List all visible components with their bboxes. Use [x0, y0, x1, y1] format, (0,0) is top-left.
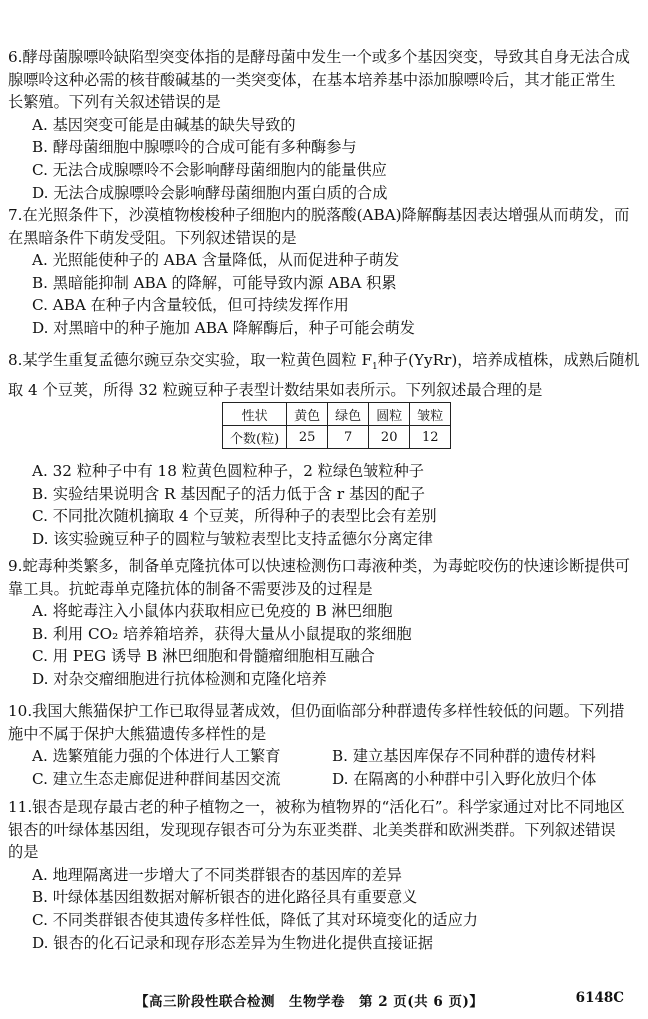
table-cell: 个数(粒): [223, 426, 287, 449]
option-b: B. 实验结果说明含 R 基因配子的活力低于含 r 基因的配子: [32, 484, 425, 503]
table-cell: 20: [369, 426, 410, 449]
stem-line: 11.银杏是现存最古老的种子植物之一，被称为植物界的“活化石”。科学家通过对比不同地区: [8, 798, 625, 816]
option-d: D. 无法合成腺嘌呤会影响酵母菌细胞内蛋白质的合成: [32, 183, 388, 202]
option-a: A. 地理隔离进一步增大了不同类群银杏的基因库的差异: [32, 865, 402, 884]
question-stem: [8, 555, 640, 600]
table-cell: 25: [287, 426, 328, 449]
question-9: [8, 555, 640, 691]
option-a: A. 光照能使种子的 ABA 含量降低，从而促进种子萌发: [32, 251, 400, 270]
option-b: B. 酵母菌细胞中腺嘌呤的合成可能有多种酶参与: [32, 138, 357, 157]
stem-line: 取 4 个豆荚，所得 32 粒豌豆种子表型计数结果如表所示。下列叙述最合理的是: [8, 380, 543, 399]
question-stem: [8, 796, 640, 864]
stem-line: 9.蛇毒种类繁多，制备单克隆抗体可以快速检测伤口毒液种类，为毒蛇咬伤的快速诊断提供可: [8, 557, 630, 575]
option-a: A. 选繁殖能力强的个体进行人工繁育: [32, 747, 281, 766]
subscript: 1: [371, 362, 378, 373]
stem-line: 长繁殖。下列有关叙述错误的是: [8, 93, 221, 112]
table-cell: 性状: [223, 403, 287, 426]
table-cell: 7: [328, 426, 369, 449]
table-row: [223, 426, 451, 449]
option-d: D. 该实验豌豆种子的圆粒与皱粒表型比支持孟德尔分离定律: [32, 529, 433, 548]
table-cell: 圆粒: [369, 403, 410, 426]
option-c: C. 无法合成腺嘌呤不会影响酵母菌细胞内的能量供应: [32, 160, 387, 179]
question-stem: [8, 204, 640, 249]
question-stem: [8, 46, 640, 114]
stem-line: 7.在光照条件下，沙漠植物梭梭种子细胞内的脱落酸(ABA)降解酶基因表达增强从而萌发，而: [8, 206, 630, 224]
footer-title: 【高三阶段性联合检测 生物学卷 第 2 页(共 6 页)】: [135, 994, 484, 1010]
option-b: B. 叶绿体基因组数据对解析银杏的进化路径具有重要意义: [32, 888, 418, 907]
stem-text: 8.某学生重复孟德尔豌豆杂交实验，取一粒黄色圆粒 F: [8, 351, 372, 369]
option-a: A. 基因突变可能是由碱基的缺失导致的: [32, 115, 296, 134]
stem-line: [8, 349, 640, 379]
question-10: [8, 700, 640, 790]
option-c: C. 用 PEG 诱导 B 淋巴细胞和骨髓瘤细胞相互融合: [32, 647, 375, 666]
exam-code: 6148C: [575, 990, 624, 1006]
stem-line: 10.我国大熊猫保护工作已取得显著成效，但仍面临部分种群遗传多样性较低的问题。下列措: [8, 702, 625, 720]
question-stem: [8, 700, 640, 745]
question-11: [8, 796, 640, 954]
question-7: [8, 204, 640, 340]
option-row: [8, 768, 640, 791]
option-c: C. ABA 在种子内含量较低，但可持续发挥作用: [32, 296, 349, 315]
question-8-options: [8, 460, 640, 550]
option-a: A. 将蛇毒注入小鼠体内获取相应已免疫的 B 淋巴细胞: [32, 602, 393, 621]
table-cell: 绿色: [328, 403, 369, 426]
stem-line: 6.酵母菌腺嘌呤缺陷型突变体指的是酵母菌中发生一个或多个基因突变，导致其自身无法合成: [8, 48, 630, 66]
stem-line: 腺嘌呤这种必需的核苷酸碱基的一类突变体，在基本培养基中添加腺嘌呤后，其才能正常生: [8, 70, 616, 89]
option-d: D. 在隔离的小种群中引入野化放归个体: [332, 769, 597, 788]
option-c: C. 建立生态走廊促进种群间基因交流: [32, 769, 281, 788]
option-c: C. 不同类群银杏使其遗传多样性低，降低了其对环境变化的适应力: [32, 910, 478, 929]
option-d: D. 银杏的化石记录和现存形态差异为生物进化提供直接证据: [32, 933, 433, 952]
stem-line: 的是: [8, 843, 39, 862]
option-b: B. 黑暗能抑制 ABA 的降解，可能导致内源 ABA 积累: [32, 273, 397, 292]
stem-line: 靠工具。抗蛇毒单克隆抗体的制备不需要涉及的过程是: [8, 579, 373, 598]
option-a: A. 32 粒种子中有 18 粒黄色圆粒种子，2 粒绿色皱粒种子: [32, 462, 424, 480]
question-stem: [8, 349, 640, 401]
option-row: [8, 745, 640, 768]
trait-count-table: [222, 402, 451, 449]
stem-text: 种子(YyRr)，培养成植株，成熟后随机: [377, 351, 640, 369]
table-cell: 12: [410, 426, 451, 449]
question-6: [8, 46, 640, 204]
option-c: C. 不同批次随机摘取 4 个豆荚，所得种子的表型比会有差别: [32, 507, 437, 526]
table-cell: 皱粒: [410, 403, 451, 426]
table-cell: 黄色: [287, 403, 328, 426]
option-b: B. 建立基因库保存不同种群的遗传材料: [332, 747, 596, 766]
option-d: D. 对杂交瘤细胞进行抗体检测和克隆化培养: [32, 669, 327, 688]
option-b: B. 利用 CO₂ 培养箱培养，获得大量从小鼠提取的浆细胞: [32, 624, 412, 643]
table-header-row: [223, 403, 451, 426]
question-8: [8, 349, 640, 401]
stem-line: 施中不属于保护大熊猫遗传多样性的是: [8, 724, 267, 743]
page-footer: [0, 988, 648, 1012]
stem-line: 银杏的叶绿体基因组，发现现存银杏可分为东亚类群、北美类群和欧洲类群。下列叙述错误: [8, 820, 616, 839]
option-d: D. 对黑暗中的种子施加 ABA 降解酶后，种子可能会萌发: [32, 318, 415, 337]
stem-line: 在黑暗条件下萌发受阻。下列叙述错误的是: [8, 228, 297, 247]
